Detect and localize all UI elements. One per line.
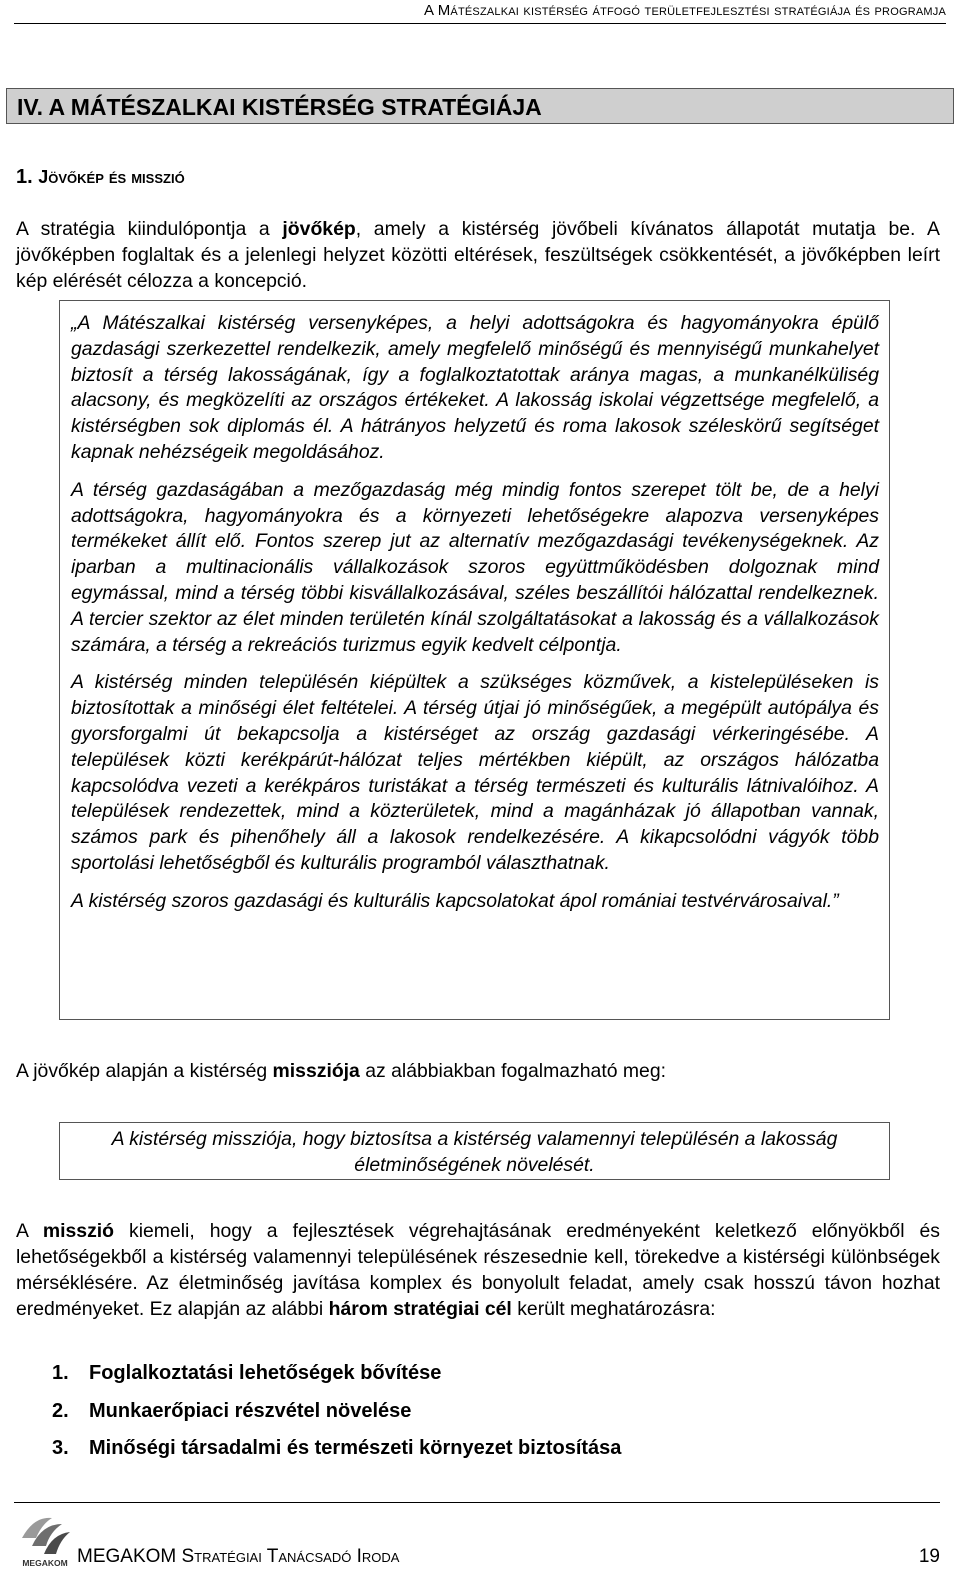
goal-number: 2. xyxy=(52,1399,69,1422)
running-header xyxy=(14,2,946,24)
page-number: 19 xyxy=(918,1546,940,1567)
logo-text: MEGAKOM xyxy=(22,1558,68,1568)
mission-bold-goals: három stratégiai cél xyxy=(328,1298,512,1320)
goal-number: 1. xyxy=(52,1362,69,1384)
goal-text: Minőségi társadalmi és természeti környezet biztosítása xyxy=(89,1437,622,1459)
intro-text-2: , amely a kistérség jövőbeli kívánatos állapotát mutatja be. A jövőképben foglaltak és a jelenlegi helyzet közötti eltérések, feszültségek csökkentését, a jövőképben leírt kép elérését célozza a koncepció. xyxy=(16,218,940,292)
mission-paragraph xyxy=(16,1218,940,1322)
header-text: A Mátészalkai kistérség átfogó területfejlesztési stratégiája és programja xyxy=(423,2,946,19)
goal-text: Foglalkoztatási lehetőségek bővítése xyxy=(89,1362,442,1384)
mission-intro-text-1: A jövőkép alapján a kistérség xyxy=(16,1060,273,1082)
megakom-logo-icon xyxy=(16,1508,74,1570)
section-title-text: Jövőkép és misszió xyxy=(38,167,185,187)
mission-intro-text-2: az alábbiakban fogalmazható meg: xyxy=(359,1060,666,1082)
goal-text: Munkaerőpiaci részvétel növelése xyxy=(89,1399,412,1422)
vision-paragraph-4: A kistérség szoros gazdasági és kulturális kapcsolatokat ápol romániai testvérvárosaival.” xyxy=(71,889,839,912)
footer-company-text: MEGAKOM Stratégiai Tanácsadó Iroda xyxy=(77,1546,400,1567)
chapter-title: IV. A MÁTÉSZALKAI KISTÉRSÉG STRATÉGIÁJA xyxy=(6,88,954,124)
mission-intro-paragraph xyxy=(16,1058,940,1084)
mission-box xyxy=(59,1122,890,1180)
goal-item xyxy=(52,1435,621,1473)
intro-text-1: A stratégia kiindulópontja a xyxy=(16,218,283,240)
footer-divider xyxy=(14,1502,940,1503)
mission-text-2: kiemeli, hogy a fejlesztések végrehajtásának eredményeként keletkező előnyökből és lehetőségekből a kistérség valamennyi településének részesednie kell, törekedve a kistérségi különbségek mérséklésére. Az életminőség javítása komplex és bonyolult feladat, amely csak hosszú távon hozhat eredményeket. Ez alapján az alábbi xyxy=(16,1220,940,1320)
vision-paragraph-2: A térség gazdaságában a mezőgazdaság még mindig fontos szerepet tölt be, de a helyi adottságokra, hagyományokra és a környezeti lehetőségekre alapozva versenyképes termékeket állít elő. Fontos szerep jut az alternatív mezőgazdasági tevékenységeknek. Az iparban a multinacionális vállalkozások szoros együttműködésben dolgoznak mind egymással, mind a térség többi kisvállalkozásával, széles beszállítói hálózattal rendelkeznek. A tercier szektor az élet minden területén kínál szolgáltatásokat a lakosság és a vállalkozások számára, a térség a rekreációs turizmus egyik kedvelt célpontja. xyxy=(71,478,879,656)
footer-company xyxy=(77,1546,399,1568)
goal-item xyxy=(52,1398,621,1436)
goal-number: 3. xyxy=(52,1437,69,1459)
vision-paragraph-3: A kistérség minden településén kiépültek a szükséges közművek, a kistelepüléseken is biztosítottak a minőségi élet feltételei. A térség útjai jó minőségűek, a megépült autópálya és gyorsforgalmi út bekapcsolja a kistérséget az ország gazdasági vérkeringésébe. A települések közti kerékpárút-hálózat teljes mértékben kiépült, az országos hálózatba kapcsolódva vezeti a kerékpáros turistákat a térség természeti és kulturális látnivalóihoz. A települések rendezettek, mind a közterületek, mind a magánházak jó állapotban vannak, számos park és pihenőhely áll a lakosok rendelkezésére. A kikapcsolódni vágyók több sportolási lehetőségből és kulturális programból választhatnak. xyxy=(71,671,879,874)
mission-intro-bold: missziója xyxy=(272,1060,360,1082)
vision-box xyxy=(59,300,890,1020)
mission-text-1: A xyxy=(16,1220,43,1242)
mission-text-3: került meghatározásra: xyxy=(511,1298,716,1320)
intro-bold-jovokep: jövőkép xyxy=(282,218,356,240)
mission-bold-misszio: misszió xyxy=(42,1220,114,1242)
mission-statement: A kistérség missziója, hogy biztosítsa a kistérség valamennyi településén a lakosság életminőségének növelését. xyxy=(111,1128,838,1176)
vision-paragraph-1: „A Mátészalkai kistérség versenyképes, a helyi adottságokra és hagyományokra épülő gazdasági szerkezettel rendelkezik, amely megfelelő minőségű és mennyiségű munkahelyet biztosít a térség lakosságának, így a foglalkoztatottak aránya magas, a munkanélküliség alacsony, és megközelíti az országos értékeket. A lakosság iskolai végzettsége megfelelő, a kistérségben sok diplomás él. A hátrányos helyzetű és roma lakosok széleskörű segítséget kapnak nehézségeik megoldásához. xyxy=(71,312,879,463)
intro-paragraph xyxy=(16,216,940,294)
section-number: 1. xyxy=(16,166,33,188)
strategic-goals-list xyxy=(52,1360,621,1473)
section-title xyxy=(16,166,185,189)
goal-item xyxy=(52,1360,621,1398)
